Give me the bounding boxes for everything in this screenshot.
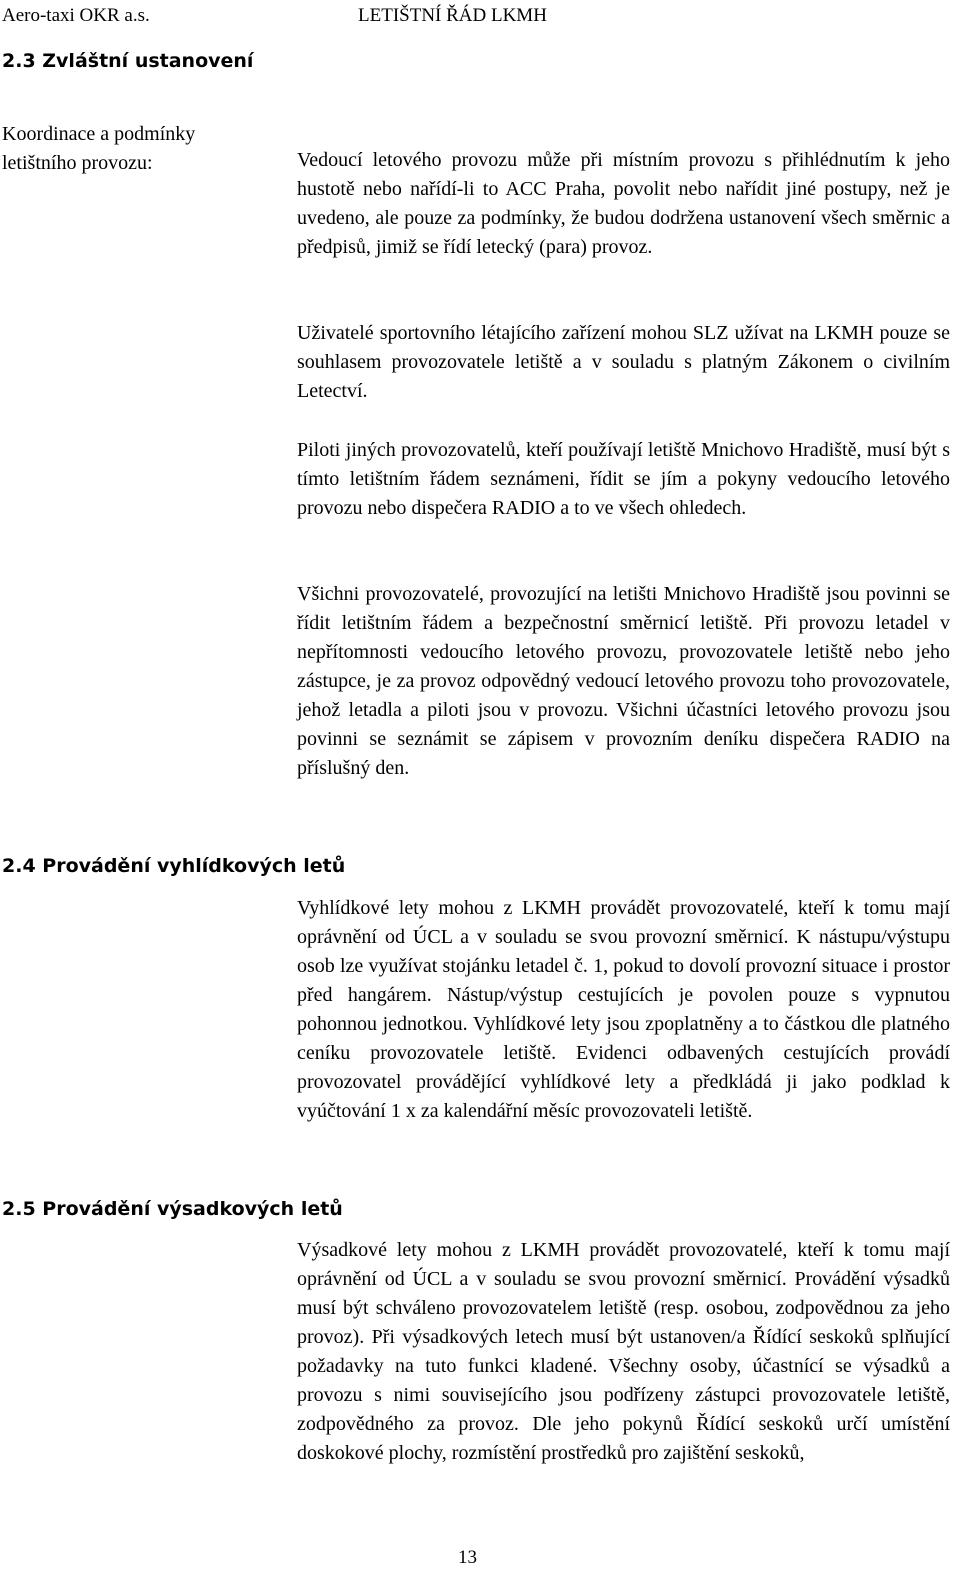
section-heading-2-4: 2.4 Provádění vyhlídkových letů	[2, 855, 346, 877]
header-document-title: LETIŠTNÍ ŘÁD LKMH	[358, 5, 547, 26]
paragraph-local-operations: Vedoucí letového provozu může při místním provozu s přihlédnutím k jeho hustotě nebo nařídí-li to ACC Praha, povolit nebo nařídit jiné postupy, než je uvedeno, ale pouze za podmínky, že budou dodržena ustanovení všech směrnic a předpisů, jimiž se řídí letecký (para) provoz.	[297, 149, 950, 258]
paragraph-all-operators: Všichni provozovatelé, provozující na letišti Mnichovo Hradiště jsou povinni se řídit letištním řádem a bezpečnostní směrnicí letiště. Při provozu letadel v nepřítomnosti vedoucího letového provozu, provozovatele letiště nebo jeho zástupce, je za provoz odpovědný vedoucí letového provozu toho provozovatele, jehož letadla a piloti jsou v provozu. Všichni účastníci letového provozu jsou povinni se seznámit se zápisem v provozním deníku dispečera RADIO na příslušný den.	[297, 583, 950, 779]
paragraph-slz-users: Uživatelé sportovního létajícího zařízení mohou SLZ užívat na LKMH pouze se souhlasem provozovatele letiště a v souladu s platným Zákonem o civilním Letectví.	[297, 322, 950, 402]
side-label-line-1: Koordinace a podmínky	[2, 123, 196, 145]
header-company: Aero-taxi OKR a.s.	[2, 5, 150, 26]
side-label-line-2: letištního provozu:	[2, 152, 153, 174]
paragraph-parachute-flights: Výsadkové lety mohou z LKMH provádět provozovatelé, kteří k tomu mají oprávnění od ÚCL a v souladu se svou provozní směrnicí. Provádění výsadků musí být schváleno provozovatelem letiště (resp. osobou, zodpovědnou za jeho provoz). Při výsadkových letech musí být ustanoven/a Řídící seskoků splňující požadavky na tuto funkci kladené. Všechny osoby, účastnící se výsadků a provozu s nimi souvisejícího jsou podřízeny zástupci provozovatele letiště, zodpovědného za provoz. Dle jeho pokynů Řídící seskoků určí umístění doskokové plochy, rozmístění prostředků pro zajištění seskoků,	[297, 1239, 950, 1464]
page-number: 13	[458, 1547, 477, 1568]
paragraph-sightseeing-flights: Vyhlídkové lety mohou z LKMH provádět provozovatelé, kteří k tomu mají oprávnění od ÚCL a v souladu se svou provozní směrnicí. K nástupu/výstupu osob lze využívat stojánku letadel č. 1, pokud to dovolí provozní situace i prostor před hangárem. Nástup/výstup cestujících je povolen pouze s vypnutou pohonnou jednotkou. Vyhlídkové lety jsou zpoplatněny a to částkou dle platného ceníku provozovatele letiště. Evidenci odbavených cestujících provádí provozovatel provádějící vyhlídkové lety a předkládá ji jako podklad k vyúčtování 1 x za kalendářní měsíc provozovateli letiště.	[297, 897, 950, 1122]
section-heading-2-5: 2.5 Provádění výsadkových letů	[2, 1198, 343, 1220]
section-heading-2-3: 2.3 Zvláštní ustanovení	[2, 50, 254, 72]
side-label-coordination	[2, 120, 262, 178]
paragraph-other-pilots: Piloti jiných provozovatelů, kteří používají letiště Mnichovo Hradiště, musí být s tímto letištním řádem seznámeni, řídit se jím a pokyny vedoucího letového provozu nebo dispečera RADIO a to ve všech ohledech.	[297, 439, 950, 519]
